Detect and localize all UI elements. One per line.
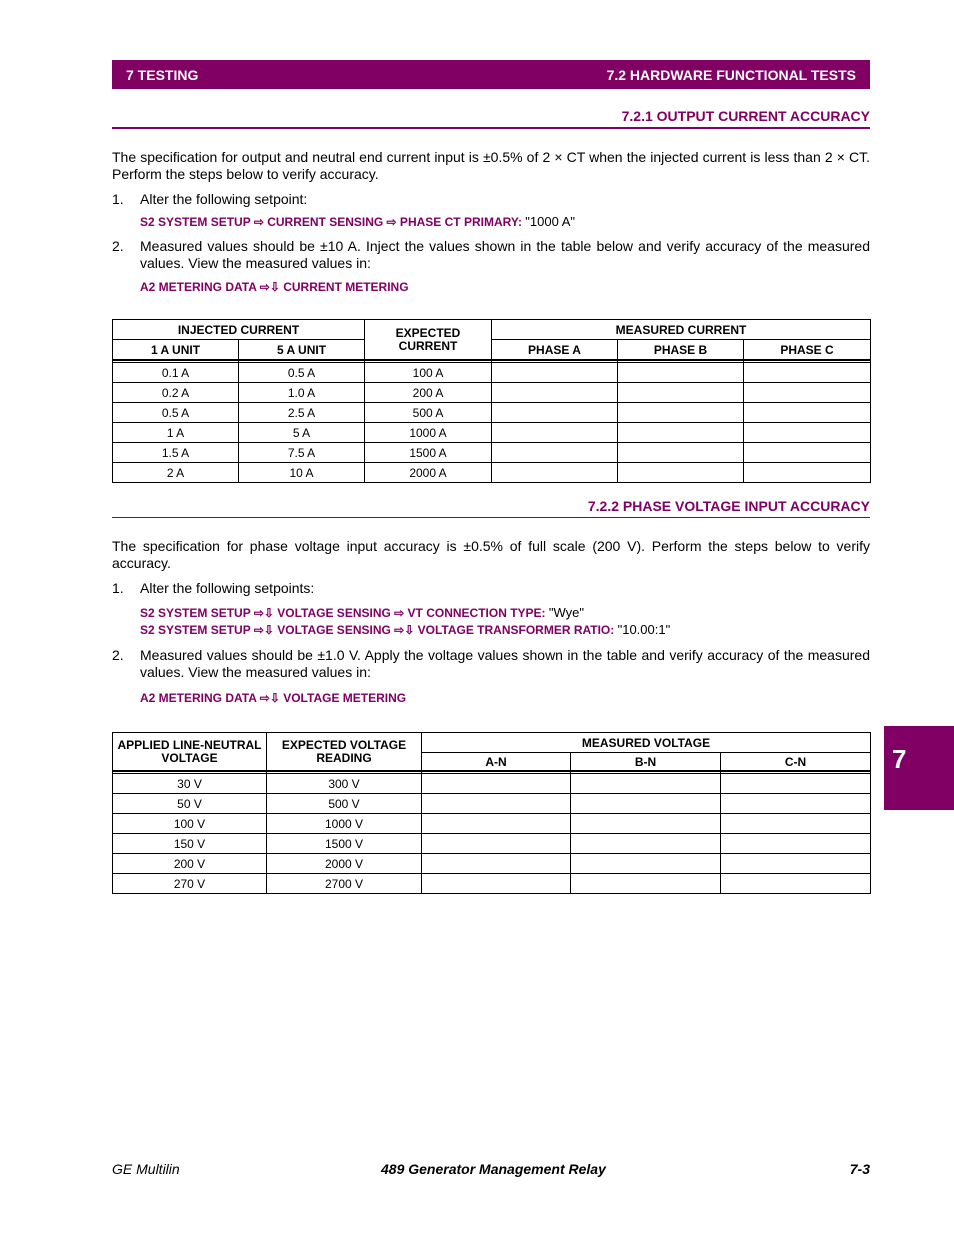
cell-phase-b xyxy=(618,423,744,443)
cell-5a: 5 A xyxy=(239,423,365,443)
cell-phase-c xyxy=(744,443,871,463)
cell-expected: 2700 V xyxy=(267,874,422,894)
cell-a-n xyxy=(422,814,571,834)
step-text: Alter the following setpoints: xyxy=(140,580,315,596)
step-text: Alter the following setpoint: xyxy=(140,191,308,207)
table-row xyxy=(113,794,871,814)
step-text: Measured values should be ±10 A. Inject the values shown in the table below and verify accuracy of the measured values. View the measured values in: xyxy=(140,238,870,271)
metering-path: A2 METERING DATA ⇨⇩ VOLTAGE METERING xyxy=(140,691,407,705)
cell-1a: 0.1 A xyxy=(113,363,239,383)
table-row xyxy=(113,814,871,834)
footer-page-number: 7-3 xyxy=(849,1161,870,1177)
cell-expected: 2000 A xyxy=(365,463,492,483)
cell-5a: 10 A xyxy=(239,463,365,483)
setpoint-path xyxy=(140,605,584,620)
cell-expected: 1500 A xyxy=(365,443,492,463)
step-number: 2. xyxy=(112,238,124,254)
col-header-measured-current: MEASURED CURRENT xyxy=(492,320,871,340)
page-header xyxy=(112,60,870,89)
cell-phase-a xyxy=(492,403,618,423)
cell-phase-a xyxy=(492,383,618,403)
footer-product: 489 Generator Management Relay xyxy=(381,1161,606,1177)
cell-expected: 500 A xyxy=(365,403,492,423)
cell-5a: 2.5 A xyxy=(239,403,365,423)
col-header-expected-current: EXPECTED CURRENT xyxy=(365,320,492,361)
cell-a-n xyxy=(422,834,571,854)
cell-1a: 2 A xyxy=(113,463,239,483)
table-row xyxy=(113,874,871,894)
col-header-a-n: A-N xyxy=(422,753,571,772)
col-header-expected-voltage: EXPECTED VOLTAGE READING xyxy=(267,733,422,772)
voltage-accuracy-table xyxy=(112,732,871,894)
col-header-c-n: C-N xyxy=(721,753,871,772)
cell-c-n xyxy=(721,834,871,854)
cell-a-n xyxy=(422,874,571,894)
table-row xyxy=(113,834,871,854)
cell-a-n xyxy=(422,854,571,874)
step-number: 1. xyxy=(112,580,124,596)
cell-c-n xyxy=(721,774,871,794)
header-section: 7.2 HARDWARE FUNCTIONAL TESTS xyxy=(606,66,856,83)
cell-b-n xyxy=(571,774,721,794)
cell-1a: 1 A xyxy=(113,423,239,443)
cell-phase-b xyxy=(618,363,744,383)
cell-expected: 1000 A xyxy=(365,423,492,443)
table-row xyxy=(113,383,871,403)
cell-1a: 0.2 A xyxy=(113,383,239,403)
setpoint-path-label: S2 SYSTEM SETUP ⇨⇩ VOLTAGE SENSING ⇨ VT CONNECTION TYPE: xyxy=(140,606,546,620)
setpoint-value: "1000 A" xyxy=(525,214,575,229)
cell-applied: 150 V xyxy=(113,834,267,854)
cell-expected: 500 V xyxy=(267,794,422,814)
setpoint-path xyxy=(140,214,575,229)
cell-applied: 30 V xyxy=(113,774,267,794)
setpoint-path xyxy=(140,622,670,637)
step-number: 1. xyxy=(112,191,124,207)
table-row xyxy=(113,403,871,423)
cell-phase-b xyxy=(618,463,744,483)
col-header-1a-unit: 1 A UNIT xyxy=(113,340,239,361)
cell-c-n xyxy=(721,854,871,874)
cell-1a: 1.5 A xyxy=(113,443,239,463)
section-rule xyxy=(112,517,870,518)
section-title-phase-voltage: 7.2.2 PHASE VOLTAGE INPUT ACCURACY xyxy=(587,498,870,514)
cell-phase-b xyxy=(618,383,744,403)
col-header-applied-voltage: APPLIED LINE-NEUTRAL VOLTAGE xyxy=(113,733,267,772)
cell-c-n xyxy=(721,874,871,894)
metering-path: A2 METERING DATA ⇨⇩ CURRENT METERING xyxy=(140,280,409,294)
cell-applied: 100 V xyxy=(113,814,267,834)
table-row xyxy=(113,423,871,443)
setpoint-path-label: S2 SYSTEM SETUP ⇨⇩ VOLTAGE SENSING ⇨⇩ VOLTAGE TRANSFORMER RATIO: xyxy=(140,623,615,637)
cell-5a: 7.5 A xyxy=(239,443,365,463)
table-row xyxy=(113,443,871,463)
cell-expected: 200 A xyxy=(365,383,492,403)
table-row xyxy=(113,363,871,383)
cell-c-n xyxy=(721,794,871,814)
cell-phase-a xyxy=(492,463,618,483)
cell-phase-b xyxy=(618,443,744,463)
cell-phase-a xyxy=(492,423,618,443)
col-header-b-n: B-N xyxy=(571,753,721,772)
col-header-phase-b: PHASE B xyxy=(618,340,744,361)
intro-paragraph: The specification for phase voltage input accuracy is ±0.5% of full scale (200 V). Perform the steps below to verify accuracy. xyxy=(112,538,870,571)
cell-1a: 0.5 A xyxy=(113,403,239,423)
col-header-measured-voltage: MEASURED VOLTAGE xyxy=(422,733,871,753)
cell-5a: 0.5 A xyxy=(239,363,365,383)
section-rule xyxy=(112,127,870,129)
footer-company: GE Multilin xyxy=(112,1161,180,1177)
col-header-5a-unit: 5 A UNIT xyxy=(239,340,365,361)
cell-phase-a xyxy=(492,443,618,463)
cell-expected: 100 A xyxy=(365,363,492,383)
cell-expected: 300 V xyxy=(267,774,422,794)
cell-expected: 2000 V xyxy=(267,854,422,874)
table-row xyxy=(113,774,871,794)
step-text: Measured values should be ±1.0 V. Apply the voltage values shown in the table and verify accuracy of the measured values. View the measured values in: xyxy=(140,647,870,680)
setpoint-value: "Wye" xyxy=(548,605,585,620)
header-chapter: 7 TESTING xyxy=(126,66,199,83)
intro-paragraph: The specification for output and neutral end current input is ±0.5% of 2 × CT when the injected current is less than 2 × CT. Perform the steps below to verify accuracy. xyxy=(112,149,870,182)
cell-expected: 1500 V xyxy=(267,834,422,854)
cell-b-n xyxy=(571,834,721,854)
chapter-tab: 7 xyxy=(884,726,954,810)
col-header-phase-c: PHASE C xyxy=(744,340,871,361)
current-accuracy-table xyxy=(112,319,871,483)
cell-phase-c xyxy=(744,383,871,403)
cell-5a: 1.0 A xyxy=(239,383,365,403)
cell-phase-c xyxy=(744,363,871,383)
col-header-injected-current: INJECTED CURRENT xyxy=(113,320,365,340)
cell-b-n xyxy=(571,794,721,814)
cell-phase-c xyxy=(744,403,871,423)
cell-phase-a xyxy=(492,363,618,383)
cell-phase-c xyxy=(744,463,871,483)
table-row xyxy=(113,854,871,874)
setpoint-value: "10.00:1" xyxy=(617,622,671,637)
cell-b-n xyxy=(571,814,721,834)
section-title-output-current: 7.2.1 OUTPUT CURRENT ACCURACY xyxy=(621,108,870,124)
col-header-phase-a: PHASE A xyxy=(492,340,618,361)
cell-expected: 1000 V xyxy=(267,814,422,834)
table-row xyxy=(113,463,871,483)
cell-c-n xyxy=(721,814,871,834)
cell-applied: 270 V xyxy=(113,874,267,894)
cell-a-n xyxy=(422,774,571,794)
cell-applied: 50 V xyxy=(113,794,267,814)
cell-phase-c xyxy=(744,423,871,443)
cell-a-n xyxy=(422,794,571,814)
step-number: 2. xyxy=(112,647,124,663)
cell-b-n xyxy=(571,854,721,874)
setpoint-path-label: S2 SYSTEM SETUP ⇨ CURRENT SENSING ⇨ PHASE CT PRIMARY: xyxy=(140,215,522,229)
cell-applied: 200 V xyxy=(113,854,267,874)
cell-phase-b xyxy=(618,403,744,423)
cell-b-n xyxy=(571,874,721,894)
